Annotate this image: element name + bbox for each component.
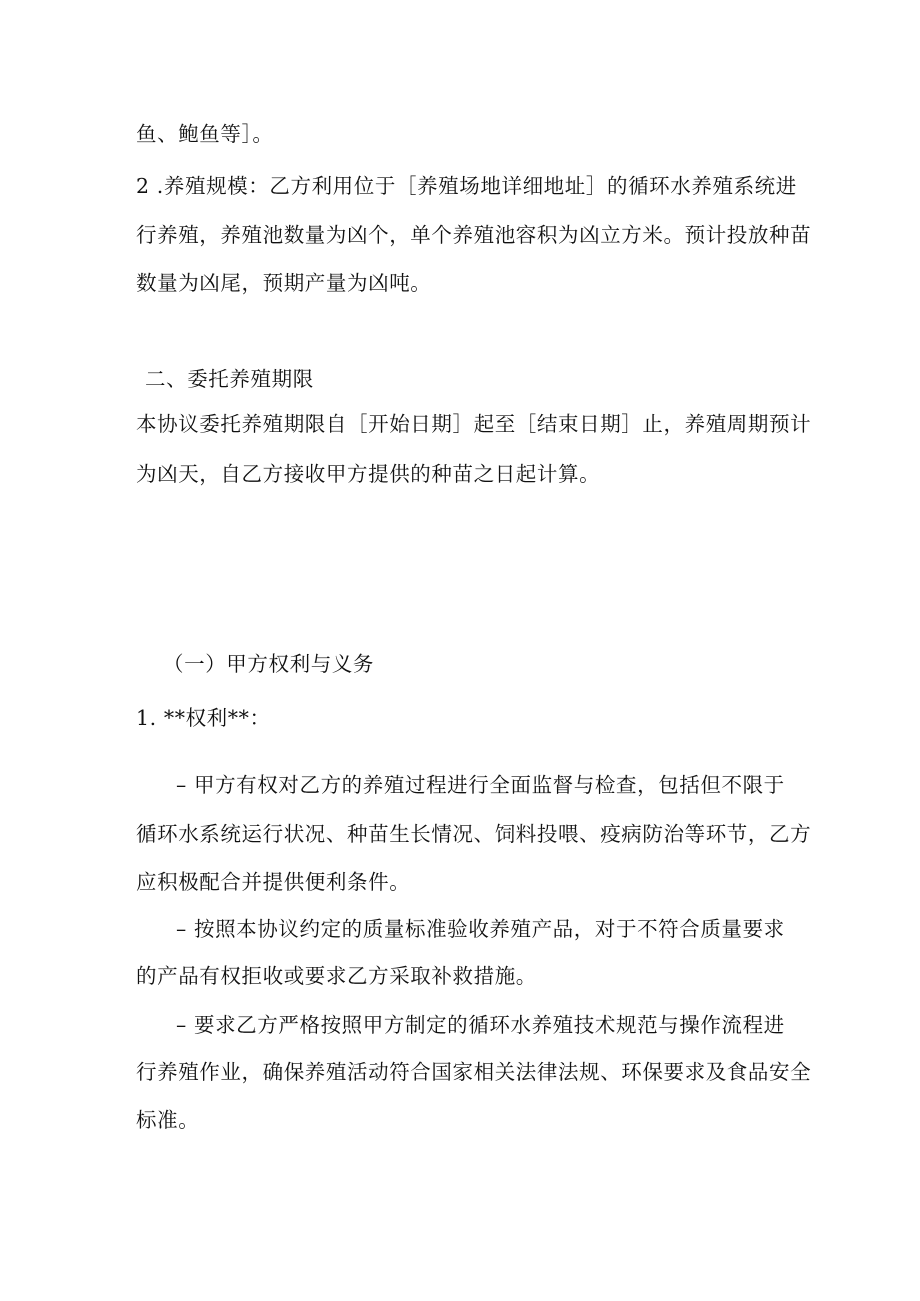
species-paragraph-tail: 鱼、鲍鱼等］。: [136, 122, 274, 146]
period-paragraph-line-2: 为凶天，自乙方接收甲方提供的种苗之日起计算。: [136, 462, 601, 486]
scale-paragraph-line-2: 行养殖，养殖池数量为凶个，单个养殖池容积为凶立方米。预计投放种苗: [136, 223, 812, 247]
period-paragraph-line-1: 本协议委托养殖期限自［开始日期］起至［结束日期］止，养殖周期预计: [136, 412, 812, 436]
rights-item-3-line-2: 行养殖作业，确保养殖活动符合国家相关法律法规、环保要求及食品安全: [136, 1060, 812, 1084]
rights-item-3-line-1: – 要求乙方严格按照甲方制定的循环水养殖技术规范与操作流程进: [176, 1013, 785, 1037]
rights-item-1-line-3: 应积极配合并提供便利条件。: [136, 870, 411, 894]
rights-item-2-line-2: 的产品有权拒收或要求乙方采取补救措施。: [136, 964, 537, 988]
rights-item-1-line-1: – 甲方有权对乙方的养殖过程进行全面监督与检查，包括但不限于: [176, 773, 785, 797]
party-a-rights-obligations-heading: （一）甲方权利与义务: [163, 652, 374, 676]
scale-paragraph-line-1: 2 .养殖规模：乙方利用位于［养殖场地详细地址］的循环水养殖系统进: [136, 174, 797, 198]
rights-item-3-line-3: 标准。: [136, 1108, 200, 1132]
rights-item-2-line-1: – 按照本协议约定的质量标准验收养殖产品，对于不符合质量要求: [176, 917, 785, 941]
section-two-heading: 二、委托养殖期限: [145, 367, 314, 391]
rights-item-1-line-2: 循环水系统运行状况、种苗生长情况、饲料投喂、疫病防治等环节，乙方: [136, 822, 812, 846]
scale-paragraph-line-3: 数量为凶尾，预期产量为凶吨。: [136, 271, 432, 295]
rights-heading: 1. **权利**：: [136, 706, 271, 730]
